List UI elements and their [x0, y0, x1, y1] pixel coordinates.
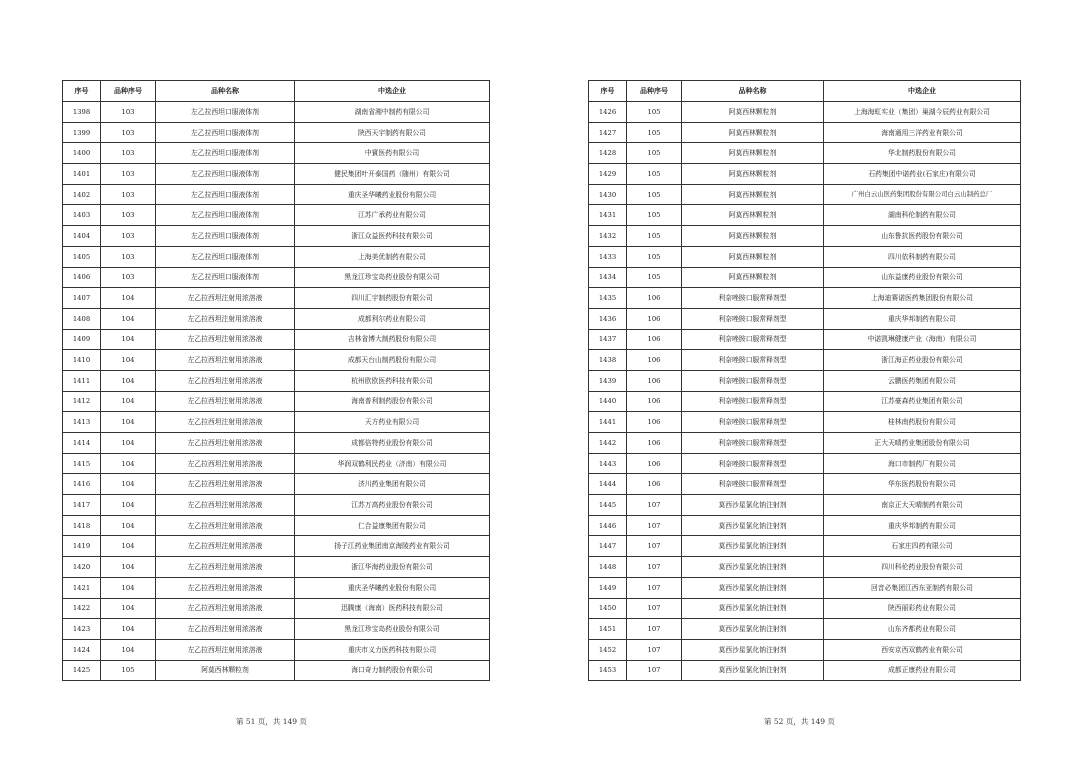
cell-variety-seq: 105 [627, 267, 682, 288]
cell-variety-name: 左乙拉西坦注射用浓溶液 [156, 350, 295, 371]
cell-variety-seq: 105 [627, 184, 682, 205]
table-row [63, 370, 490, 391]
cell-company: 四川科伦药业股份有限公司 [824, 557, 1021, 578]
table-row [63, 495, 490, 516]
cell-seq: 1435 [589, 288, 627, 309]
header-variety-seq: 品种序号 [101, 81, 156, 102]
cell-seq: 1442 [589, 433, 627, 454]
cell-seq: 1433 [589, 246, 627, 267]
table-row [63, 391, 490, 412]
cell-company: 吉林省博大制药股份有限公司 [295, 329, 490, 350]
cell-variety-seq: 104 [101, 495, 156, 516]
cell-seq: 1409 [63, 329, 101, 350]
cell-variety-name: 阿莫西林颗粒剂 [682, 102, 824, 123]
cell-company: 正大天晴药业集团股份有限公司 [824, 433, 1021, 454]
table-row [63, 122, 490, 143]
cell-seq: 1443 [589, 453, 627, 474]
cell-company: 健民集团叶开泰国药（随州）有限公司 [295, 164, 490, 185]
cell-variety-seq: 103 [101, 184, 156, 205]
cell-company: 浙江华海药业股份有限公司 [295, 557, 490, 578]
cell-variety-seq: 103 [101, 102, 156, 123]
cell-company: 海南通用三洋药业有限公司 [824, 122, 1021, 143]
cell-variety-name: 莫西沙星氯化钠注射剂 [682, 557, 824, 578]
cell-seq: 1406 [63, 267, 101, 288]
cell-seq: 1402 [63, 184, 101, 205]
cell-variety-seq: 105 [627, 205, 682, 226]
cell-company: 重庆圣华曦药业股份有限公司 [295, 577, 490, 598]
cell-variety-name: 利奈唑胺口服常释剂型 [682, 391, 824, 412]
cell-seq: 1403 [63, 205, 101, 226]
cell-seq: 1424 [63, 639, 101, 660]
header-variety-name: 品种名称 [156, 81, 295, 102]
table-row [589, 495, 1021, 516]
cell-company: 成都倍特药业股份有限公司 [295, 433, 490, 454]
cell-variety-name: 左乙拉西坦注射用浓溶液 [156, 433, 295, 454]
table-row [63, 557, 490, 578]
cell-seq: 1448 [589, 557, 627, 578]
table-row [63, 536, 490, 557]
cell-variety-name: 莫西沙星氯化钠注射剂 [682, 577, 824, 598]
cell-variety-seq: 104 [101, 536, 156, 557]
cell-seq: 1450 [589, 598, 627, 619]
cell-variety-seq: 105 [627, 122, 682, 143]
cell-seq: 1416 [63, 474, 101, 495]
table-row [63, 433, 490, 454]
cell-seq: 1436 [589, 308, 627, 329]
cell-company: 山东益康药业股份有限公司 [824, 267, 1021, 288]
table-row [63, 350, 490, 371]
cell-variety-seq: 106 [627, 474, 682, 495]
table-row [63, 598, 490, 619]
right-table-body [589, 102, 1021, 681]
table-row [589, 329, 1021, 350]
header-company: 中选企业 [824, 81, 1021, 102]
cell-variety-seq: 106 [627, 433, 682, 454]
cell-company: 仁合益康集团有限公司 [295, 515, 490, 536]
table-row [63, 308, 490, 329]
cell-variety-seq: 104 [101, 639, 156, 660]
table-row [63, 474, 490, 495]
cell-company: 华东医药股份有限公司 [824, 474, 1021, 495]
cell-seq: 1432 [589, 226, 627, 247]
cell-variety-name: 利奈唑胺口服常释剂型 [682, 329, 824, 350]
cell-variety-name: 利奈唑胺口服常释剂型 [682, 370, 824, 391]
table-row [63, 577, 490, 598]
cell-company: 上海迪赛诺医药集团股份有限公司 [824, 288, 1021, 309]
cell-variety-name: 阿莫西林颗粒剂 [682, 246, 824, 267]
cell-company: 浙江众益医药科技有限公司 [295, 226, 490, 247]
cell-seq: 1444 [589, 474, 627, 495]
left-page-footer: 第 51 页，共 149 页 [236, 717, 307, 726]
cell-seq: 1441 [589, 412, 627, 433]
cell-seq: 1451 [589, 619, 627, 640]
table-row [589, 246, 1021, 267]
cell-company: 天方药业有限公司 [295, 412, 490, 433]
cell-seq: 1430 [589, 184, 627, 205]
table-row [63, 143, 490, 164]
cell-company: 湖南省湘中制药有限公司 [295, 102, 490, 123]
table-row [589, 639, 1021, 660]
table-row [589, 226, 1021, 247]
cell-variety-seq: 104 [101, 391, 156, 412]
cell-company: 重庆华邦制药有限公司 [824, 515, 1021, 536]
cell-company: 陕西丽彩药业有限公司 [824, 598, 1021, 619]
table-row [589, 433, 1021, 454]
cell-variety-name: 左乙拉西坦口服液体剂 [156, 246, 295, 267]
cell-seq: 1452 [589, 639, 627, 660]
cell-company: 海南普利制药股份有限公司 [295, 391, 490, 412]
cell-variety-seq: 105 [627, 164, 682, 185]
cell-company: 华润双鹤利民药业（济南）有限公司 [295, 453, 490, 474]
cell-variety-name: 左乙拉西坦注射用浓溶液 [156, 619, 295, 640]
cell-company: 山东齐都药业有限公司 [824, 619, 1021, 640]
cell-company: 云鹏医药集团有限公司 [824, 370, 1021, 391]
table-header-row [589, 81, 1021, 102]
cell-variety-seq: 107 [627, 598, 682, 619]
cell-variety-seq: 105 [627, 246, 682, 267]
header-company: 中选企业 [295, 81, 490, 102]
cell-variety-name: 左乙拉西坦注射用浓溶液 [156, 495, 295, 516]
right-page-footer: 第 52 页，共 149 页 [764, 717, 835, 726]
cell-company: 扬子江药业集团南京海陵药业有限公司 [295, 536, 490, 557]
table-row [63, 660, 490, 681]
cell-variety-name: 阿莫西林颗粒剂 [682, 205, 824, 226]
cell-company: 江苏万高药业股份有限公司 [295, 495, 490, 516]
cell-variety-seq: 107 [627, 660, 682, 681]
cell-variety-name: 莫西沙星氯化钠注射剂 [682, 598, 824, 619]
table-header-row [63, 81, 490, 102]
cell-variety-seq: 104 [101, 433, 156, 454]
left-table-body [63, 102, 490, 681]
table-row [589, 598, 1021, 619]
table-row [63, 412, 490, 433]
cell-company: 黑龙江珍宝岛药业股份有限公司 [295, 267, 490, 288]
table-row [589, 453, 1021, 474]
cell-variety-seq: 105 [627, 102, 682, 123]
cell-company: 陕西天宇制药有限公司 [295, 122, 490, 143]
table-row [589, 391, 1021, 412]
cell-variety-name: 左乙拉西坦注射用浓溶液 [156, 329, 295, 350]
cell-variety-seq: 107 [627, 557, 682, 578]
table-row [63, 184, 490, 205]
right-page [588, 80, 1021, 681]
cell-variety-seq: 107 [627, 577, 682, 598]
cell-seq: 1412 [63, 391, 101, 412]
cell-company: 成都利尔药业有限公司 [295, 308, 490, 329]
cell-variety-seq: 103 [101, 246, 156, 267]
cell-variety-seq: 107 [627, 639, 682, 660]
cell-seq: 1400 [63, 143, 101, 164]
cell-seq: 1453 [589, 660, 627, 681]
cell-variety-name: 阿莫西林颗粒剂 [682, 184, 824, 205]
cell-variety-seq: 104 [101, 350, 156, 371]
cell-variety-name: 左乙拉西坦口服液体剂 [156, 164, 295, 185]
cell-variety-name: 利奈唑胺口服常释剂型 [682, 433, 824, 454]
table-row [63, 515, 490, 536]
cell-variety-seq: 104 [101, 308, 156, 329]
cell-variety-seq: 104 [101, 557, 156, 578]
cell-variety-name: 阿莫西林颗粒剂 [682, 122, 824, 143]
cell-variety-seq: 104 [101, 474, 156, 495]
cell-variety-name: 左乙拉西坦注射用浓溶液 [156, 515, 295, 536]
cell-variety-name: 莫西沙星氯化钠注射剂 [682, 639, 824, 660]
cell-company: 海口市制药厂有限公司 [824, 453, 1021, 474]
cell-variety-seq: 104 [101, 515, 156, 536]
table-row [589, 370, 1021, 391]
cell-seq: 1434 [589, 267, 627, 288]
cell-variety-seq: 106 [627, 391, 682, 412]
cell-seq: 1447 [589, 536, 627, 557]
cell-company: 浙江海正药业股份有限公司 [824, 350, 1021, 371]
header-variety-name: 品种名称 [682, 81, 824, 102]
table-row [589, 536, 1021, 557]
table-row [589, 102, 1021, 123]
cell-variety-name: 利奈唑胺口服常释剂型 [682, 453, 824, 474]
cell-company: 重庆市义力医药科技有限公司 [295, 639, 490, 660]
table-row [63, 288, 490, 309]
cell-variety-seq: 103 [101, 267, 156, 288]
cell-variety-name: 左乙拉西坦口服液体剂 [156, 102, 295, 123]
cell-variety-name: 阿莫西林颗粒剂 [682, 143, 824, 164]
cell-company: 重庆华邦制药有限公司 [824, 308, 1021, 329]
cell-company: 石家庄四药有限公司 [824, 536, 1021, 557]
cell-seq: 1399 [63, 122, 101, 143]
cell-variety-seq: 103 [101, 205, 156, 226]
cell-variety-name: 莫西沙星氯化钠注射剂 [682, 619, 824, 640]
table-row [63, 164, 490, 185]
cell-seq: 1428 [589, 143, 627, 164]
cell-company: 济川药业集团有限公司 [295, 474, 490, 495]
cell-variety-name: 利奈唑胺口服常释剂型 [682, 350, 824, 371]
cell-seq: 1411 [63, 370, 101, 391]
table-row [63, 267, 490, 288]
cell-seq: 1414 [63, 433, 101, 454]
table-row [589, 474, 1021, 495]
cell-variety-name: 左乙拉西坦注射用浓溶液 [156, 577, 295, 598]
cell-variety-seq: 104 [101, 619, 156, 640]
cell-seq: 1417 [63, 495, 101, 516]
cell-seq: 1449 [589, 577, 627, 598]
right-table [588, 80, 1021, 681]
cell-variety-name: 左乙拉西坦注射用浓溶液 [156, 370, 295, 391]
cell-company: 迅腾康（海南）医药科技有限公司 [295, 598, 490, 619]
cell-variety-name: 左乙拉西坦注射用浓溶液 [156, 288, 295, 309]
table-row [589, 288, 1021, 309]
table-row [589, 619, 1021, 640]
header-seq: 序号 [589, 81, 627, 102]
cell-seq: 1404 [63, 226, 101, 247]
table-row [589, 577, 1021, 598]
cell-seq: 1420 [63, 557, 101, 578]
cell-variety-name: 左乙拉西坦注射用浓溶液 [156, 474, 295, 495]
cell-company: 江苏豪森药业集团有限公司 [824, 391, 1021, 412]
cell-seq: 1446 [589, 515, 627, 536]
cell-variety-name: 利奈唑胺口服常释剂型 [682, 308, 824, 329]
cell-seq: 1421 [63, 577, 101, 598]
cell-variety-seq: 106 [627, 350, 682, 371]
cell-variety-name: 莫西沙星氯化钠注射剂 [682, 515, 824, 536]
cell-seq: 1415 [63, 453, 101, 474]
cell-seq: 1419 [63, 536, 101, 557]
cell-variety-seq: 104 [101, 329, 156, 350]
cell-variety-seq: 103 [101, 226, 156, 247]
cell-variety-seq: 107 [627, 619, 682, 640]
cell-company: 黑龙江珍宝岛药业股份有限公司 [295, 619, 490, 640]
table-row [589, 660, 1021, 681]
table-row [589, 205, 1021, 226]
cell-company: 中賓医药有限公司 [295, 143, 490, 164]
table-row [63, 639, 490, 660]
cell-variety-name: 左乙拉西坦口服液体剂 [156, 267, 295, 288]
cell-seq: 1439 [589, 370, 627, 391]
table-row [589, 164, 1021, 185]
cell-seq: 1405 [63, 246, 101, 267]
cell-variety-name: 左乙拉西坦注射用浓溶液 [156, 453, 295, 474]
cell-variety-name: 利奈唑胺口服常释剂型 [682, 474, 824, 495]
cell-variety-seq: 106 [627, 370, 682, 391]
cell-company: 中诺凯琳健康产业（海南）有限公司 [824, 329, 1021, 350]
cell-company: 江苏广承药业有限公司 [295, 205, 490, 226]
cell-variety-seq: 107 [627, 495, 682, 516]
cell-variety-name: 左乙拉西坦注射用浓溶液 [156, 639, 295, 660]
cell-variety-seq: 105 [627, 143, 682, 164]
cell-seq: 1438 [589, 350, 627, 371]
cell-variety-name: 左乙拉西坦注射用浓溶液 [156, 391, 295, 412]
cell-company: 广州白云山医药集团股份有限公司白云山制药总厂 [824, 184, 1021, 205]
cell-seq: 1401 [63, 164, 101, 185]
table-row [63, 619, 490, 640]
cell-variety-name: 左乙拉西坦口服液体剂 [156, 143, 295, 164]
cell-variety-seq: 106 [627, 412, 682, 433]
cell-company: 海口奇力制药股份有限公司 [295, 660, 490, 681]
table-row [63, 329, 490, 350]
table-row [63, 226, 490, 247]
left-page [62, 80, 490, 681]
cell-variety-name: 莫西沙星氯化钠注射剂 [682, 536, 824, 557]
cell-variety-seq: 106 [627, 453, 682, 474]
left-table [62, 80, 490, 681]
cell-company: 湖南科伦制药有限公司 [824, 205, 1021, 226]
cell-variety-name: 利奈唑胺口服常释剂型 [682, 288, 824, 309]
cell-company: 成都正康药业有限公司 [824, 660, 1021, 681]
cell-company: 桂林南药股份有限公司 [824, 412, 1021, 433]
cell-seq: 1427 [589, 122, 627, 143]
table-row [589, 143, 1021, 164]
cell-company: 石药集团中诺药业(石家庄)有限公司 [824, 164, 1021, 185]
cell-variety-seq: 103 [101, 143, 156, 164]
cell-variety-seq: 107 [627, 515, 682, 536]
cell-variety-name: 阿莫西林颗粒剂 [156, 660, 295, 681]
cell-variety-seq: 104 [101, 453, 156, 474]
cell-variety-name: 阿莫西林颗粒剂 [682, 226, 824, 247]
cell-variety-name: 左乙拉西坦注射用浓溶液 [156, 598, 295, 619]
cell-variety-seq: 106 [627, 288, 682, 309]
cell-company: 华北制药股份有限公司 [824, 143, 1021, 164]
cell-variety-name: 左乙拉西坦注射用浓溶液 [156, 412, 295, 433]
cell-variety-name: 左乙拉西坦口服液体剂 [156, 226, 295, 247]
cell-variety-seq: 105 [101, 660, 156, 681]
cell-variety-name: 左乙拉西坦注射用浓溶液 [156, 308, 295, 329]
cell-variety-name: 左乙拉西坦口服液体剂 [156, 122, 295, 143]
cell-variety-name: 左乙拉西坦口服液体剂 [156, 184, 295, 205]
cell-seq: 1398 [63, 102, 101, 123]
cell-seq: 1431 [589, 205, 627, 226]
cell-variety-name: 阿莫西林颗粒剂 [682, 164, 824, 185]
cell-seq: 1437 [589, 329, 627, 350]
table-row [589, 350, 1021, 371]
cell-variety-seq: 107 [627, 536, 682, 557]
cell-variety-name: 利奈唑胺口服常释剂型 [682, 412, 824, 433]
cell-variety-name: 左乙拉西坦口服液体剂 [156, 205, 295, 226]
cell-seq: 1408 [63, 308, 101, 329]
cell-variety-seq: 104 [101, 288, 156, 309]
cell-variety-name: 左乙拉西坦注射用浓溶液 [156, 557, 295, 578]
table-row [63, 205, 490, 226]
cell-seq: 1407 [63, 288, 101, 309]
cell-variety-name: 阿莫西林颗粒剂 [682, 267, 824, 288]
cell-company: 四川依科制药有限公司 [824, 246, 1021, 267]
cell-company: 回音必集团江西东亚制药有限公司 [824, 577, 1021, 598]
cell-seq: 1422 [63, 598, 101, 619]
cell-variety-seq: 104 [101, 370, 156, 391]
cell-seq: 1426 [589, 102, 627, 123]
cell-variety-name: 左乙拉西坦注射用浓溶液 [156, 536, 295, 557]
table-row [589, 267, 1021, 288]
cell-variety-name: 莫西沙星氯化钠注射剂 [682, 660, 824, 681]
table-row [589, 122, 1021, 143]
cell-seq: 1440 [589, 391, 627, 412]
cell-variety-seq: 104 [101, 598, 156, 619]
header-seq: 序号 [63, 81, 101, 102]
header-variety-seq: 品种序号 [627, 81, 682, 102]
table-row [63, 246, 490, 267]
cell-variety-seq: 106 [627, 329, 682, 350]
cell-company: 上海海虹实业（集团）巢湖今辰药业有限公司 [824, 102, 1021, 123]
cell-company: 上海美优制药有限公司 [295, 246, 490, 267]
cell-variety-seq: 105 [627, 226, 682, 247]
cell-seq: 1423 [63, 619, 101, 640]
cell-seq: 1425 [63, 660, 101, 681]
cell-seq: 1410 [63, 350, 101, 371]
cell-seq: 1445 [589, 495, 627, 516]
cell-variety-seq: 104 [101, 412, 156, 433]
cell-company: 西安京西双鹤药业有限公司 [824, 639, 1021, 660]
cell-seq: 1418 [63, 515, 101, 536]
table-row [589, 308, 1021, 329]
table-row [589, 412, 1021, 433]
cell-company: 四川汇宇制药股份有限公司 [295, 288, 490, 309]
table-row [589, 184, 1021, 205]
cell-variety-name: 莫西沙星氯化钠注射剂 [682, 495, 824, 516]
cell-seq: 1429 [589, 164, 627, 185]
cell-company: 重庆圣华曦药业股份有限公司 [295, 184, 490, 205]
table-row [63, 453, 490, 474]
cell-company: 山东鲁抗医药股份有限公司 [824, 226, 1021, 247]
cell-company: 成都天台山制药股份有限公司 [295, 350, 490, 371]
table-row [589, 515, 1021, 536]
cell-seq: 1413 [63, 412, 101, 433]
cell-company: 南京正大天晴制药有限公司 [824, 495, 1021, 516]
cell-variety-seq: 104 [101, 577, 156, 598]
cell-variety-seq: 106 [627, 308, 682, 329]
table-row [589, 557, 1021, 578]
cell-variety-seq: 103 [101, 164, 156, 185]
table-row [63, 102, 490, 123]
cell-variety-seq: 103 [101, 122, 156, 143]
cell-company: 杭州欧欧医药科技有限公司 [295, 370, 490, 391]
